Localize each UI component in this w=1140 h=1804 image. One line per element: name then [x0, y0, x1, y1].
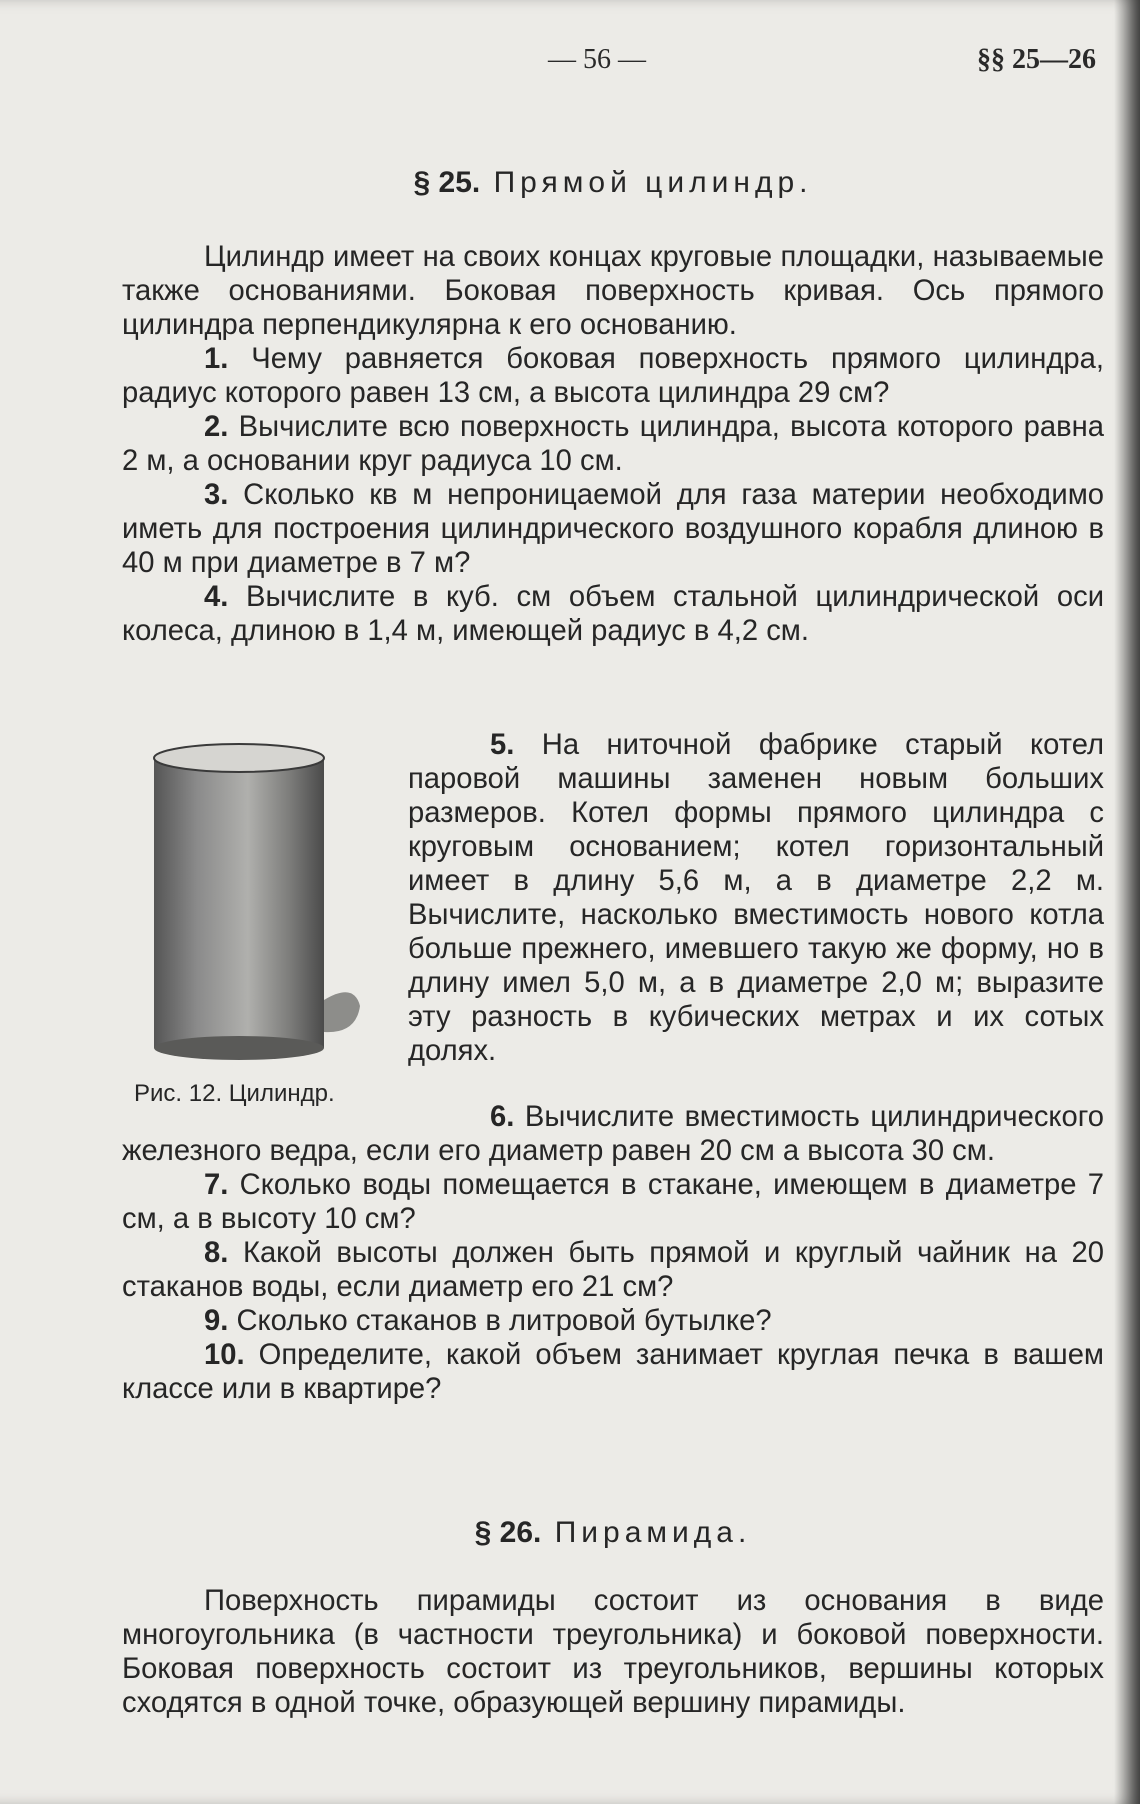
problem-4: 4. Вычислите в куб. см объем стальной цилиндрической оси колеса, длиною в 1,4 м, имеющей радиус в 4,2 см. [122, 581, 1104, 647]
cylinder-figure [122, 738, 402, 1118]
sections-reference: §§ 25—26 [977, 44, 1096, 75]
problem-9: 9. Сколько стаканов в литровой бутылке? [204, 1305, 772, 1337]
section-25-text-top [122, 240, 1104, 648]
figure-caption: Рис. 12. Цилиндр. [134, 1080, 335, 1107]
problem-8: 8. Какой высоты должен быть прямой и круглый чайник на 20 стаканов воды, если диаметр его 21 см? [122, 1237, 1104, 1303]
section-26-heading [122, 1516, 1104, 1550]
section-25-title: Прямой цилиндр. [493, 166, 813, 199]
problem-5: 5. На ниточной фабрике старый котел паровой машины заменен новым больших размеров. Котел формы прямого цилиндра с круговым основанием; котел горизонтальный имеет в длину 5,6 м, а в диаметре 2,2 м. Вычислите, насколько вместимость нового котла больше прежнего, имевшего такую же форму, но в длину имел 5,0 м, а в диаметре 2,0 м; выразите эту разность в кубических метрах и их сотых долях. [408, 729, 1104, 1067]
section-26-number: § 26. [474, 1516, 542, 1549]
page-spine-shadow [1114, 0, 1140, 1804]
page-number: — 56 — [548, 44, 646, 75]
section-26-intro: Поверхность пирамиды состоит из основания в виде многоугольника (в частности треугольника) и боковой поверхности. Боковая поверхность состоит из треугольников, вершины которых сходятся в одной точке, образующей вершину пирамиды. [122, 1585, 1104, 1719]
problem-1: 1. Чему равняется боковая поверхность прямого цилиндра, радиус которого равен 13 см, а высота цилиндра 29 см? [122, 343, 1105, 409]
cylinder-illustration [122, 738, 402, 1068]
section-26-text [122, 1584, 1104, 1720]
running-head [0, 44, 1140, 84]
problem-7: 7. Сколько воды помещается в стакане, имеющем в диаметре 7 см, а в высоту 10 см? [122, 1169, 1105, 1235]
problem-2: 2. Вычислите всю поверхность цилиндра, высота которого равна 2 м, а основании круг радиуса 10 см. [122, 411, 1105, 477]
section-25-heading [122, 166, 1104, 200]
section-25-intro: Цилиндр имеет на своих концах круговые площадки, называемые также основаниями. Боковая поверхность кривая. Ось прямого цилиндра перпендикулярна к его основанию. [122, 241, 1104, 341]
section-26-title: Пирамида. [554, 1516, 752, 1549]
section-25-number: § 25. [413, 166, 481, 199]
problem-10: 10. Определите, какой объем занимает круглая печка в вашем классе или в квартире? [122, 1339, 1104, 1405]
problem-3: 3. Сколько кв м непроницаемой для газа материи необходимо иметь для построения цилиндрического воздушного корабля длиною в 40 м при диаметре в 7 м? [122, 479, 1105, 579]
problem-6: 6. Вычислите вместимость цилиндрического железного ведра, если его диаметр равен 20 см а высота 30 см. [122, 1101, 1104, 1167]
section-25-text-bottom [122, 1100, 1104, 1406]
